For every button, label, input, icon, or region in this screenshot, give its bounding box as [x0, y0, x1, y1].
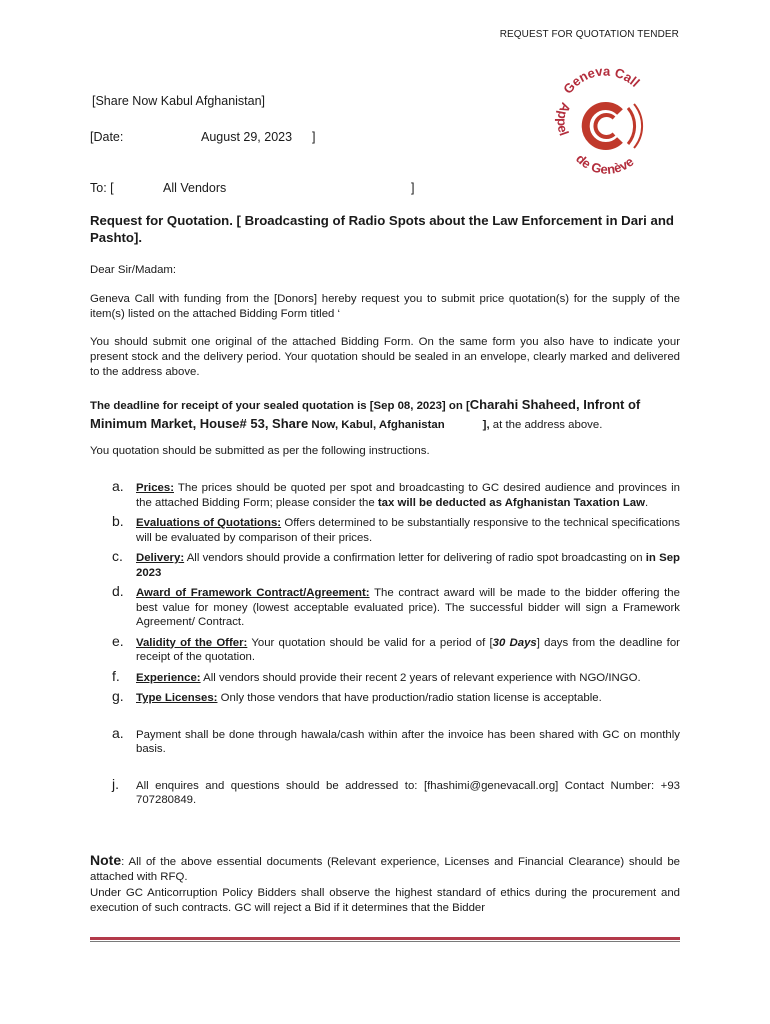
item-letter: c.	[112, 548, 123, 564]
list-item: d. Award of Framework Contract/Agreement: The contract award will be made to the bidder offering the best value for money (lowest acceptable evaluated price). The successful bidder will sign a Framework Agreement/ Contract.	[112, 583, 680, 628]
svg-text:Appel: Appel	[554, 100, 574, 138]
svg-text:Geneva Call: Geneva Call	[560, 63, 643, 97]
deadline-close: ],	[482, 419, 490, 431]
list-item: e. Validity of the Offer: Your quotation should be valid for a period of [30 Days] days from the deadline for receipt of the quotation.	[112, 632, 680, 663]
list-item: g. Type Licenses: Only those vendors that have production/radio station license is acceptable.	[112, 688, 602, 704]
deadline-paragraph	[90, 396, 682, 434]
item-letter: d.	[112, 583, 124, 599]
item-letter: g.	[112, 688, 124, 704]
anticorruption-paragraph: Under GC Anticorruption Policy Bidders shall observe the highest standard of ethics during the procurement and execution of such contracts. GC will reject a Bid if it determines that the Bidder	[90, 887, 680, 914]
list-item: b. Evaluations of Quotations: Offers determined to be substantially responsive to the technical specifications will be evaluated by comparison of their prices.	[112, 513, 680, 544]
salutation: Dear Sir/Madam:	[90, 264, 177, 276]
submission-paragraph: You should submit one original of the attached Bidding Form. On the same form you also have to indicate your present stock and the delivery period. Your quotation should be sealed in an envelope, clearly marked and delivered to the address above.	[90, 336, 680, 378]
header-tag: REQUEST FOR QUOTATION TENDER	[499, 29, 679, 40]
footer-divider-thin	[90, 941, 680, 942]
document-title: Request for Quotation. [ Broadcasting of Radio Spots about the Law Enforcement in Dari and Pashto].	[90, 213, 674, 245]
item-letter: a.	[112, 724, 124, 741]
item-letter: a.	[112, 478, 124, 494]
intro-paragraph: Geneva Call with funding from the [Donors] hereby request you to submit price quotation(s) for the supply of the item(s) listed on the attached Bidding Form titled ‘	[90, 293, 680, 320]
deadline-place-rest: Now, Kabul, Afghanistan	[308, 419, 445, 431]
note-label: Note	[90, 852, 122, 868]
date-close: ]	[312, 130, 316, 144]
instructions-intro: You quotation should be submitted as per the following instructions.	[90, 445, 430, 457]
deadline-place: Charahi Shaheed, Infront of Minimum Market, House# 53, Share	[90, 397, 641, 431]
svg-text:de Genève: de Genève	[573, 150, 637, 177]
date-value: August 29, 2023	[201, 130, 293, 144]
note-paragraph: Note: All of the above essential documents (Relevant experience, Licenses and Financial Clearance) should be attached with RFQ.	[90, 852, 680, 883]
instructions-list	[90, 478, 680, 808]
list-item: a. Prices: The prices should be quoted per spot and broadcasting to GC desired audience and provinces in the attached Bidding Form; please consider the tax will be deducted as Afghanistan Taxation Law.	[112, 478, 680, 509]
list-item: a. Payment shall be done through hawala/cash within after the invoice has been shared with GC on monthly basis.	[112, 724, 680, 755]
to-value: All Vendors	[163, 181, 227, 195]
deadline-lead: The deadline for receipt of your sealed quotation is [Sep 08, 2023] on [	[90, 400, 470, 412]
list-item: f. Experience: All vendors should provide their recent 2 years of relevant experience with NGO/INGO.	[112, 667, 641, 684]
to-label: To: [	[90, 181, 114, 195]
item-letter: f.	[112, 667, 120, 684]
list-item: j. All enquires and questions should be addressed to: [fhashimi@genevacall.org] Contact Number: +93 707280849.	[112, 775, 680, 806]
deadline-tail: at the address above.	[489, 419, 603, 431]
footer-divider	[90, 937, 680, 940]
list-item: c. Delivery: All vendors should provide a confirmation letter for delivering of radio spot broadcasting on in Sep 2023	[112, 548, 680, 579]
geneva-call-logo	[544, 62, 658, 178]
item-letter: b.	[112, 513, 124, 529]
item-letter: e.	[112, 632, 124, 649]
item-letter: j.	[112, 775, 119, 792]
location-line: [Share Now Kabul Afghanistan]	[92, 94, 266, 108]
date-label: [Date:	[90, 130, 124, 144]
to-close: ]	[411, 181, 415, 195]
